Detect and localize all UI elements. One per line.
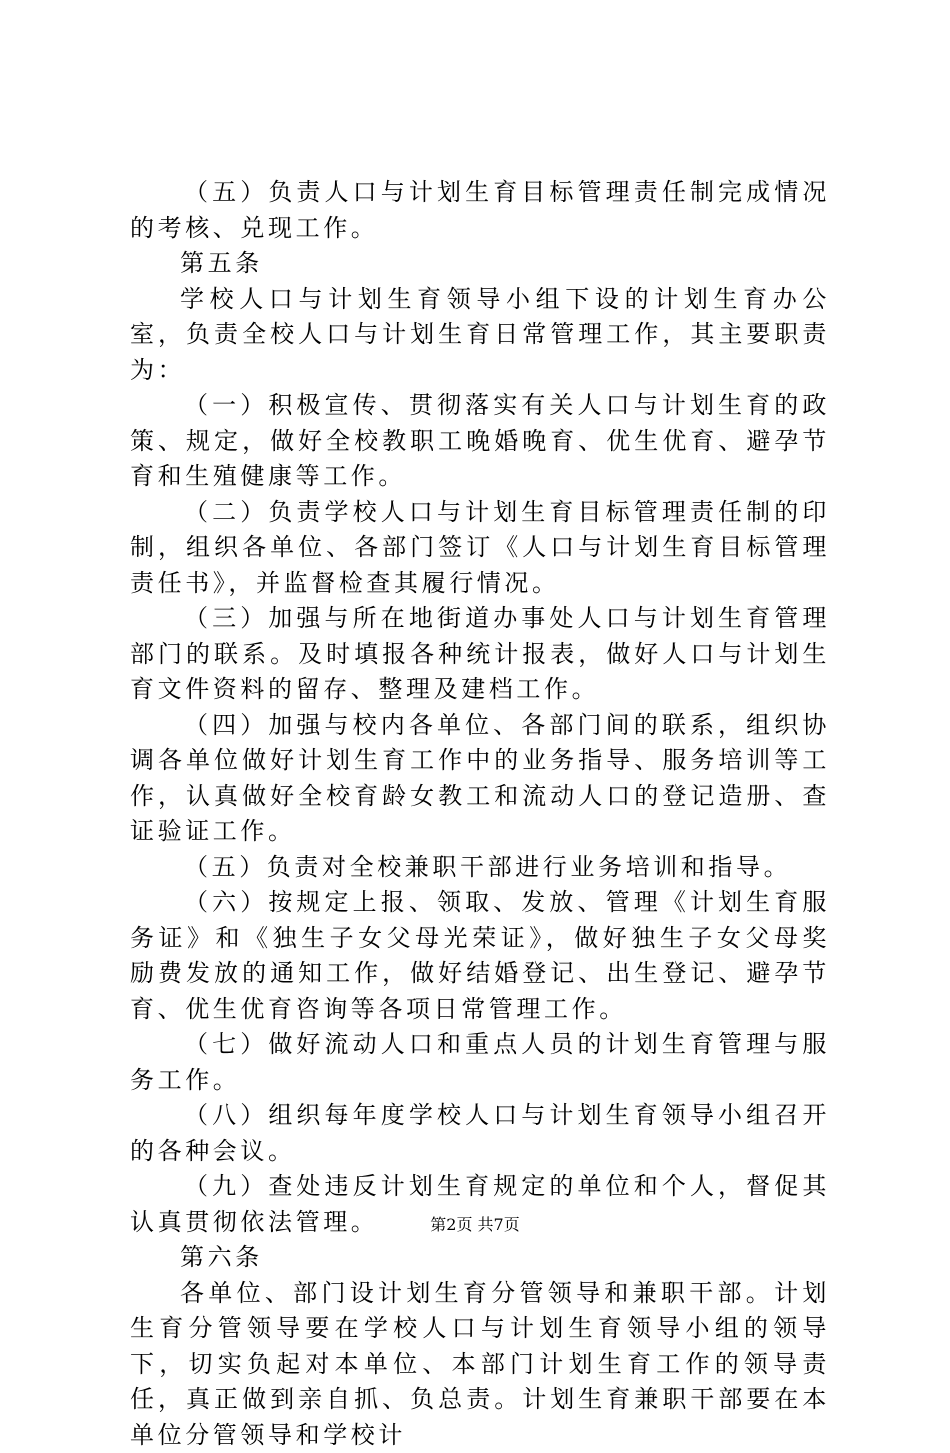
paragraph-article-6-body: 各单位、部门设计划生育分管领导和兼职干部。计划生育分管领导要在学校人口与计划生育领导小组的领导下，切实负起对本单位、本部门计划生育工作的领导责任，真正做到亲自抓、负总责。计划生育兼职干部要在本单位分管领导和学校计 (130, 1276, 830, 1453)
paragraph-duty-6: （六）按规定上报、领取、发放、管理《计划生育服务证》和《独生子女父母光荣证》，做好独生子女父母奖励费发放的通知工作，做好结婚登记、出生登记、避孕节育、优生优育咨询等各项日常管理工作。 (130, 885, 830, 1027)
paragraph-duty-8: （八）组织每年度学校人口与计划生育领导小组召开的各种会议。 (130, 1098, 830, 1169)
article-heading-6: 第六条 (130, 1240, 830, 1276)
paragraph-duty-7: （七）做好流动人口和重点人员的计划生育管理与服务工作。 (130, 1027, 830, 1098)
document-body (130, 175, 830, 1453)
paragraph-duty-9: （九）查处违反计划生育规定的单位和个人，督促其认真贯彻依法管理。 (130, 1169, 830, 1240)
paragraph-duty-4: （四）加强与校内各单位、各部门间的联系，组织协调各单位做好计划生育工作中的业务指导、服务培训等工作，认真做好全校育龄女教工和流动人口的登记造册、查证验证工作。 (130, 708, 830, 850)
paragraph-item-5-assessment: （五）负责人口与计划生育目标管理责任制完成情况的考核、兑现工作。 (130, 175, 830, 246)
page-number-footer: 第2页 共7页 (0, 1214, 950, 1236)
paragraph-duty-2: （二）负责学校人口与计划生育目标管理责任制的印制，组织各单位、各部门签订《人口与计划生育目标管理责任书》，并监督检查其履行情况。 (130, 495, 830, 602)
article-heading-5: 第五条 (130, 246, 830, 282)
paragraph-office-duties-intro: 学校人口与计划生育领导小组下设的计划生育办公室，负责全校人口与计划生育日常管理工作，其主要职责为： (130, 282, 830, 389)
paragraph-duty-3: （三）加强与所在地街道办事处人口与计划生育管理部门的联系。及时填报各种统计报表，做好人口与计划生育文件资料的留存、整理及建档工作。 (130, 601, 830, 708)
paragraph-duty-1: （一）积极宣传、贯彻落实有关人口与计划生育的政策、规定，做好全校教职工晚婚晚育、优生优育、避孕节育和生殖健康等工作。 (130, 388, 830, 495)
paragraph-duty-5: （五）负责对全校兼职干部进行业务培训和指导。 (130, 850, 830, 886)
